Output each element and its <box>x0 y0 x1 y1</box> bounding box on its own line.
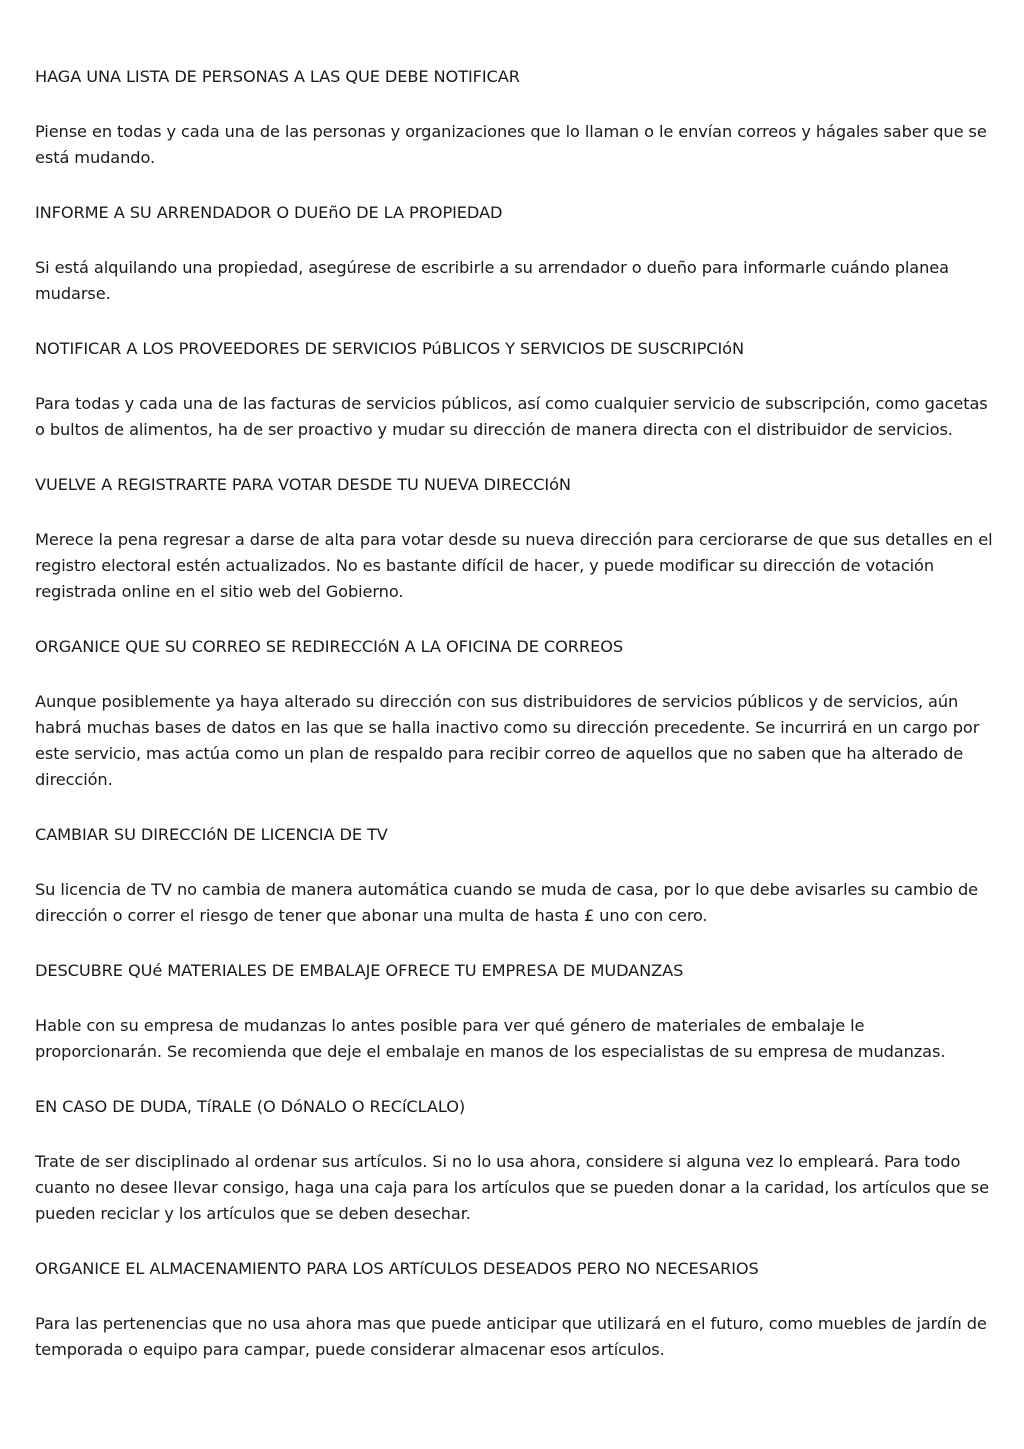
section-heading: ORGANICE EL ALMACENAMIENTO PARA LOS ARTíCULOS DESEADOS PERO NO NECESARIOS <box>35 1259 759 1278</box>
section-heading: CAMBIAR SU DIRECCIóN DE LICENCIA DE TV <box>35 825 388 844</box>
section-paragraph: Trate de ser disciplinado al ordenar sus artículos. Si no lo usa ahora, considere si alguna vez lo empleará. Para todo cuanto no desee llevar consigo, haga una caja para los artículos que se pueden donar a la caridad, los artículos que se pueden reciclar y los artículos que se deben desechar. <box>35 1152 989 1223</box>
section-heading: VUELVE A REGISTRARTE PARA VOTAR DESDE TU NUEVA DIRECCIóN <box>35 475 571 494</box>
section-paragraph: Su licencia de TV no cambia de manera automática cuando se muda de casa, por lo que debe avisarles su cambio de dirección o correr el riesgo de tener que abonar una multa de hasta £ uno con cero. <box>35 880 979 925</box>
section-notify-list <box>35 64 993 171</box>
section-heading: DESCUBRE QUé MATERIALES DE EMBALAJE OFRECE TU EMPRESA DE MUDANZAS <box>35 961 684 980</box>
section-heading: EN CASO DE DUDA, TíRALE (O DóNALO O RECíCLALO) <box>35 1097 466 1116</box>
section-storage <box>35 1256 993 1363</box>
section-voting <box>35 472 993 605</box>
section-paragraph: Si está alquilando una propiedad, asegúrese de escribirle a su arrendador o dueño para informarle cuándo planea mudarse. <box>35 258 949 303</box>
document-body <box>35 64 993 1392</box>
section-heading: NOTIFICAR A LOS PROVEEDORES DE SERVICIOS PúBLICOS Y SERVICIOS DE SUSCRIPCIóN <box>35 339 744 358</box>
section-utilities <box>35 336 993 443</box>
section-paragraph: Para las pertenencias que no usa ahora mas que puede anticipar que utilizará en el futuro, como muebles de jardín de temporada o equipo para campar, puede considerar almacenar esos artículos. <box>35 1314 987 1359</box>
section-packing-materials <box>35 958 993 1065</box>
section-declutter <box>35 1094 993 1227</box>
section-heading: HAGA UNA LISTA DE PERSONAS A LAS QUE DEBE NOTIFICAR <box>35 67 520 86</box>
section-paragraph: Merece la pena regresar a darse de alta para votar desde su nueva dirección para cerciorarse de que sus detalles en el registro electoral estén actualizados. No es bastante difícil de hacer, y puede modificar su dirección de votación registrada online en el sitio web del Gobierno. <box>35 530 993 601</box>
section-landlord <box>35 200 993 307</box>
section-paragraph: Aunque posiblemente ya haya alterado su dirección con sus distribuidores de servicios públicos y de servicios, aún habrá muchas bases de datos en las que se halla inactivo como su dirección precedente. Se incurrirá en un cargo por este servicio, mas actúa como un plan de respaldo para recibir correo de aquellos que no saben que ha alterado de dirección. <box>35 692 980 789</box>
section-paragraph: Piense en todas y cada una de las personas y organizaciones que lo llaman o le envían correos y hágales saber que se está mudando. <box>35 122 987 167</box>
section-paragraph: Hable con su empresa de mudanzas lo antes posible para ver qué género de materiales de embalaje le proporcionarán. Se recomienda que deje el embalaje en manos de los especialistas de su empresa de mudanzas. <box>35 1016 946 1061</box>
section-tv-licence <box>35 822 993 929</box>
section-paragraph: Para todas y cada una de las facturas de servicios públicos, así como cualquier servicio de subscripción, como gacetas o bultos de alimentos, ha de ser proactivo y mudar su dirección de manera directa con el distribuidor de servicios. <box>35 394 988 439</box>
section-heading: ORGANICE QUE SU CORREO SE REDIRECCIóN A LA OFICINA DE CORREOS <box>35 637 624 656</box>
section-heading: INFORME A SU ARRENDADOR O DUEñO DE LA PROPIEDAD <box>35 203 503 222</box>
section-mail-redirect <box>35 634 993 793</box>
